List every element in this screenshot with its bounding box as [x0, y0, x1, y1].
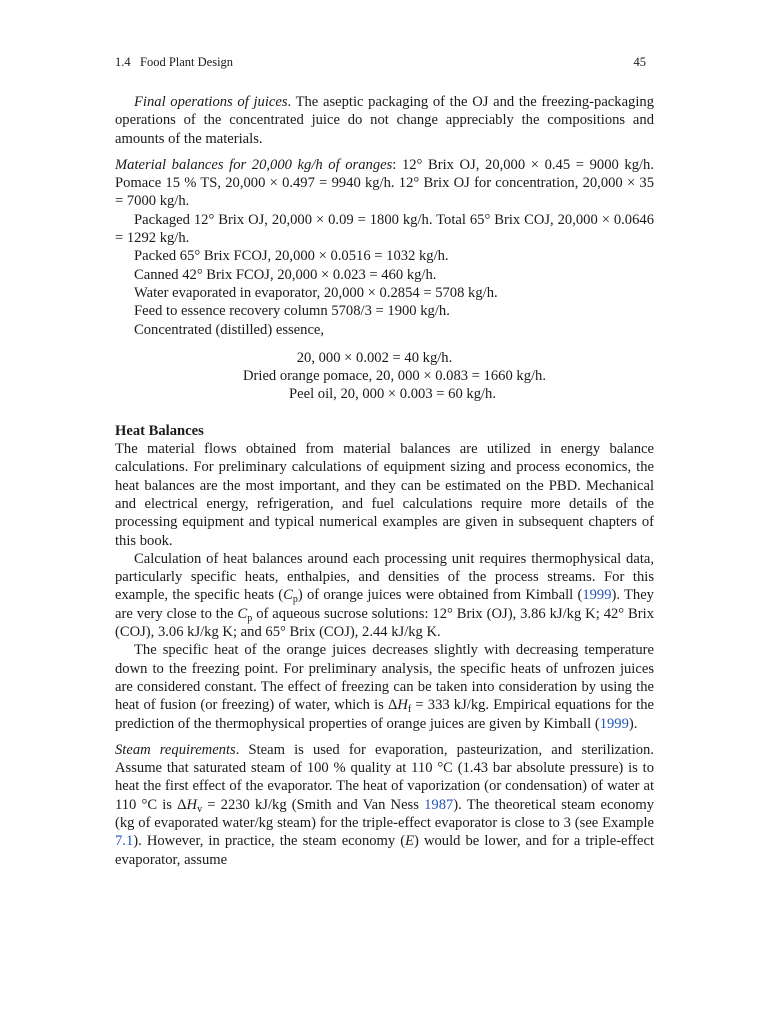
- final-operations-text: . The aseptic packaging of the OJ and the freezing-packaging operations of the concentrated juice do not change appreciably the compositions and amounts of the materials.: [115, 94, 655, 147]
- steam-text-d: ). However, in practice, the steam economy (: [133, 833, 406, 850]
- hf-symbol: H: [397, 697, 408, 714]
- material-line: Concentrated (distilled) essence,: [134, 321, 325, 338]
- steam-text-c: ). The theoretical steam economy (kg of evaporated water/kg steam) for the triple-effect evaporator is close to 3 (see Example: [115, 796, 654, 831]
- citation-link[interactable]: 1999: [582, 587, 612, 604]
- body-text: [115, 93, 654, 869]
- heat-p3-text-a: The specific heat of the orange juices decreases slightly with decreasing temperature down to the freezing point. For preliminary analysis, the specific heats of unfrozen juices are considered constant. The effect of freezing can be taken into consideration by using the heat of fusion (or freezing) of water, which is Δ: [115, 642, 654, 714]
- packaged-line: Packaged 12° Brix OJ, 20,000 × 0.09 = 1800 kg/h. Total 65° Brix COJ, 20,000 × 0.0646 = 1292 kg/h.: [115, 211, 654, 247]
- steam-lead: Steam requirements: [115, 741, 236, 758]
- material-line: Water evaporated in evaporator, 20,000 × 0.2854 = 5708 kg/h.: [134, 284, 498, 301]
- citation-link[interactable]: 1999: [599, 715, 629, 732]
- e-symbol: E: [405, 833, 415, 850]
- heat-paragraph-1: The material flows obtained from material balances are utilized in energy balance calculations. For preliminary calculations of equipment sizing and process economics, the heat balances are the most important, and they can be estimated on the PBD. Mechanical and electrical energy, refrigeration, and fuel calculations require more details of the processing equipment and typical numerical examples are given in subsequent chapters of this book.: [115, 441, 654, 549]
- chapter-title: Food Plant Design: [140, 55, 234, 69]
- material-balance-text: : 12° Brix OJ, 20,000 × 0.45 = 9000 kg/h. Pomace 15 % TS, 20,000 × 0.497 = 9940 kg/h. 12° Brix OJ for concentration, 20,000 × 35 = 7000 kg/h.: [115, 156, 654, 210]
- equation-line: Dried orange pomace, 20, 000 × 0.083 = 1660 kg/h.: [242, 368, 546, 385]
- heat-p3-text-b: = 333 kJ/kg. Empirical equations for the prediction of the thermophysical properties of orange juices are given by Kimball (: [115, 697, 654, 732]
- heat-p2-text-d: of aqueous sucrose solutions: 12° Brix (OJ), 3.86 kJ/kg K; 42° Brix (COJ), 3.06 kJ/kg K; and 65° Brix (COJ), 2.44 kJ/kg K.: [115, 605, 654, 641]
- cp-symbol: C: [237, 605, 248, 622]
- heat-p3-text-c: ).: [628, 715, 638, 732]
- final-operations-lead: Final operations of juices: [134, 94, 288, 110]
- heat-p2-text-a: Calculation of heat balances around each processing unit requires thermophysical data, particularly specific heats, enthalpies, and densities of the process streams. For this example, the specific heats (: [115, 550, 654, 604]
- steam-paragraph: [115, 741, 654, 869]
- hf-subscript: f: [407, 704, 412, 716]
- hv-subscript: v: [197, 803, 203, 815]
- equation-block: [115, 349, 654, 404]
- material-line: Canned 42° Brix FCOJ, 20,000 × 0.023 = 460 kg/h.: [134, 266, 437, 283]
- heat-p2-text-c: ). They are very close to the: [115, 587, 654, 622]
- example-link[interactable]: 7.1: [115, 833, 134, 850]
- cp-subscript: p: [247, 612, 253, 624]
- page-number: 45: [633, 55, 646, 69]
- material-lines: [115, 247, 654, 338]
- cp-symbol: C: [283, 587, 293, 604]
- material-balance-paragraph: [115, 156, 654, 211]
- equation-line: Peel oil, 20, 000 × 0.003 = 60 kg/h.: [289, 386, 496, 403]
- running-head-title: [115, 55, 233, 70]
- cp-subscript: p: [292, 594, 298, 606]
- heat-paragraph-3: [115, 641, 654, 732]
- section-number: 1.4: [115, 55, 131, 69]
- material-line: Packed 65° Brix FCOJ, 20,000 × 0.0516 = 1032 kg/h.: [134, 248, 449, 265]
- citation-link[interactable]: 1987: [424, 796, 454, 813]
- material-line: Feed to essence recovery column 5708/3 = 1900 kg/h.: [134, 303, 450, 320]
- equation-line: 20, 000 × 0.002 = 40 kg/h.: [296, 349, 453, 366]
- steam-text-a: . Steam is used for evaporation, pasteurization, and sterilization. Assume that saturated steam of 100 % quality at 110 °C (1.43 bar absolute pressure) is to heat the first effect of the evaporator. The heat of vaporization (or condensation) of water at 110 °C is Δ: [115, 741, 654, 813]
- steam-text-e: ) would be lower, and for a triple-effect evaporator, assume: [115, 833, 654, 868]
- running-head: [115, 55, 654, 70]
- hv-symbol: H: [186, 796, 198, 813]
- material-balance-lead: Material balances for 20,000 kg/h of oranges: [115, 156, 393, 173]
- section-heading: Heat Balances: [115, 422, 204, 439]
- heat-paragraph-2: [115, 550, 654, 641]
- heat-p2-text-b: ) of orange juices were obtained from Kimball (: [297, 587, 583, 604]
- steam-text-b: = 2230 kJ/kg (Smith and Van Ness: [202, 796, 425, 813]
- final-operations-paragraph: [115, 93, 654, 148]
